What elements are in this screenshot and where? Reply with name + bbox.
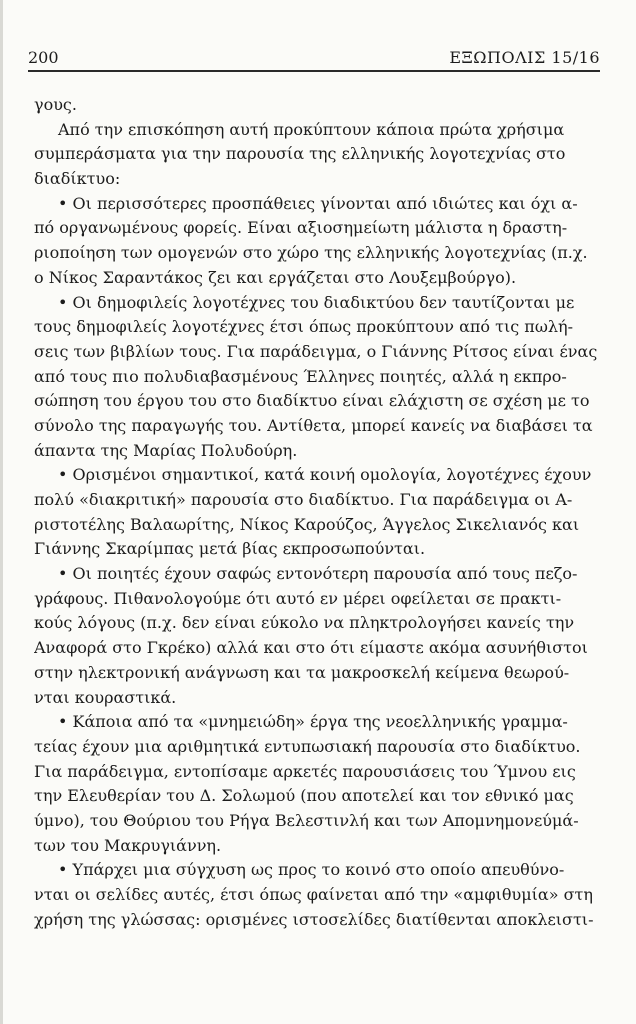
bullet-line: • Υπάρχει μια σύγχυση ως προς το κοινό στο οποίο απευθύνο- [58, 860, 565, 880]
text-line: πολύ «διακριτική» παρουσία στο διαδίκτυο. Για παράδειγμα οι Α- [34, 490, 573, 509]
bullet-line: • Οι περισσότερες προσπάθειες γίνονται από ιδιώτες και όχι α- [58, 193, 578, 213]
text-line: τους δημοφιλείς λογοτέχνες έτσι όπως προκύπτουν από τις πωλή- [34, 317, 573, 337]
text-line: τείας έχουν μια αριθμητικά εντυπωσιακή παρουσία στο διαδίκτυο. [34, 736, 581, 756]
text-line: στην ηλεκτρονική ανάγνωση και τα μακροσκελή κείμενα θεωρού- [34, 662, 570, 682]
page-header [28, 48, 600, 72]
page-edge-shadow [0, 0, 3, 1024]
text-line: Για παράδειγμα, εντοπίσαμε αρκετές παρουσιάσεις του Ύμνου εις [34, 761, 576, 781]
text-line: σύνολο της παραγωγής του. Αντίθετα, μπορεί κανείς να διαβάσει τα [34, 415, 593, 435]
text-line: γους. [34, 95, 77, 114]
bullet-line: • Οι δημοφιλείς λογοτέχνες του διαδικτύου δεν ταυτίζονται με [58, 292, 575, 312]
text-line: ο Νίκος Σαραντάκος ζει και εργάζεται στο Λουξεμβούργο). [34, 267, 517, 287]
text-line: νται οι σελίδες αυτές, έτσι όπως φαίνεται από την «αμφιθυμία» στη [34, 885, 593, 904]
text-line: σώπηση του έργου του στο διαδίκτυο είναι ελάχιστη σε σχέση με το [34, 391, 590, 411]
text-line: ριστοτέλης Βαλαωρίτης, Νίκος Καρούζος, Άγγελος Σικελιανός και [34, 514, 580, 534]
text-line: άπαντα της Μαρίας Πολυδούρη. [34, 440, 298, 460]
bullet-line: • Ορισμένοι σημαντικοί, κατά κοινή ομολογία, λογοτέχνες έχουν [58, 465, 592, 485]
bullet-line: • Κάποια από τα «μνημειώδη» έργα της νεοελληνικής γραμμα- [58, 712, 568, 732]
text-line: των του Μακρυγιάννη. [34, 835, 222, 855]
text-line: χρήση της γλώσσας: ορισμένες ιστοσελίδες διατίθενται αποκλειστι- [34, 909, 594, 929]
text-line: ύμνο), του Θούριου του Ρήγα Βελεστινλή και των Απομνημονεύμά- [34, 810, 579, 830]
text-line: γράφους. Πιθανολογούμε ότι αυτό εν μέρει οφείλεται σε πρακτι- [34, 588, 562, 608]
text-line: από τους πιο πολυδιαβασμένους Έλληνες ποιητές, αλλά η εκπρο- [34, 366, 567, 386]
bullet-line: • Οι ποιητές έχουν σαφώς εντονότερη παρουσία από τους πεζο- [58, 564, 578, 584]
text-line: την Ελευθερίαν του Δ. Σολωμού (που αποτελεί και τον εθνικό μας [34, 786, 574, 806]
page-number: 200 [28, 48, 59, 67]
paragraph-first-line: Από την επισκόπηση αυτή προκύπτουν κάποια πρώτα χρήσιμα [58, 119, 565, 139]
text-line: Αναφορά στο Γκρέκο) αλλά και στο ότι είμαστε ακόμα ασυνήθιστοι [34, 638, 588, 658]
text-body [34, 93, 598, 932]
text-line: Γιάννης Σκαρίμπας μετά βίας εκπροσωπούνται. [34, 539, 426, 559]
text-line: διαδίκτυο: [34, 169, 121, 189]
running-head: ΕΞΩΠΟΛΙΣ 15/16 [449, 48, 600, 67]
text-line: πό οργανωμένους φορείς. Είναι αξιοσημείωτη μάλιστα η δραστη- [34, 218, 568, 238]
text-line: νται κουραστικά. [34, 687, 177, 707]
text-line: συμπεράσματα για την παρουσία της ελληνικής λογοτεχνίας στο [34, 144, 566, 164]
text-line: σεις των βιβλίων τους. Για παράδειγμα, ο Γιάννης Ρίτσος είναι ένας [34, 341, 598, 361]
text-line: ριοποίηση των ομογενών στο χώρο της ελληνικής λογοτεχνίας (π.χ. [34, 243, 588, 263]
text-line: κούς λόγους (π.χ. δεν είναι εύκολο να πληκτρολογήσει κανείς την [34, 613, 575, 633]
